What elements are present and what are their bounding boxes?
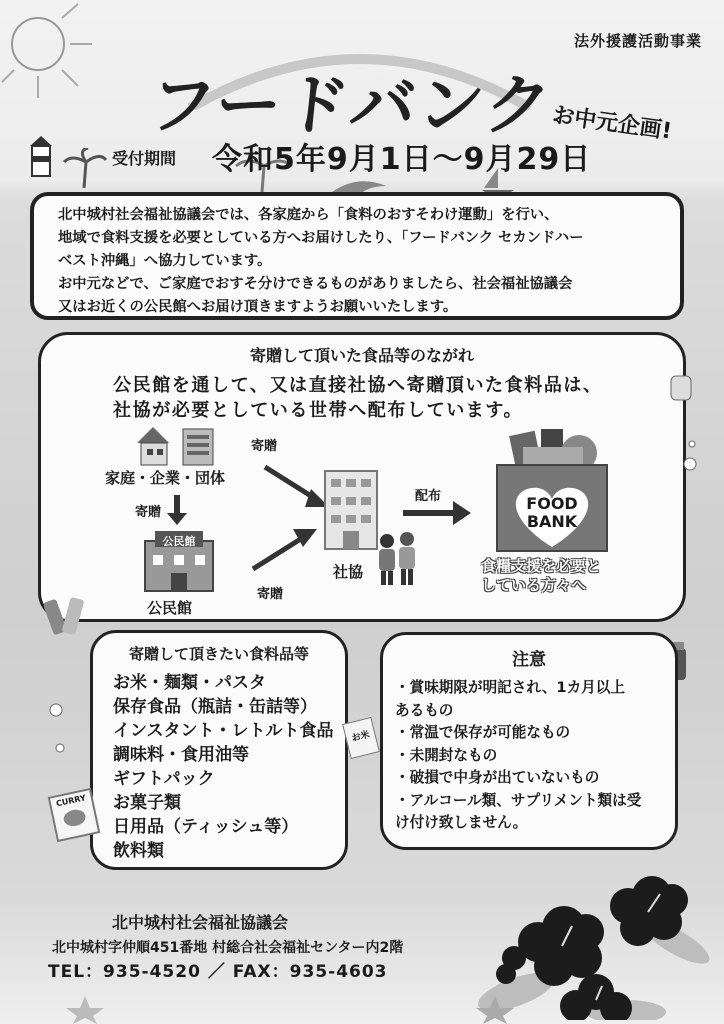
notes-panel (380, 632, 678, 850)
period-label: 受付期間 (112, 149, 177, 168)
recipient-line: している方々へ (481, 576, 587, 594)
list-item: お米・麺類・パスタ (113, 673, 266, 693)
intro-box (30, 192, 684, 320)
people-icon (375, 531, 419, 587)
list-item: 日用品（ティッシュ等） (113, 817, 299, 837)
page-subtitle: お中元企画! (550, 102, 674, 145)
box-line: BANK (526, 512, 578, 531)
decor-dots-icon (46, 700, 76, 760)
flow-desc-line: 社協が必要としている世帯へ配布しています。 (113, 400, 524, 421)
notes-list (395, 677, 641, 835)
notes-title: 注意 (512, 650, 546, 670)
list-item: 調味料・食用油等 (113, 745, 249, 765)
wanted-items-panel (90, 630, 348, 870)
donate-label-top: 寄贈 (251, 439, 278, 454)
note-line: ・未開封なもの (395, 746, 498, 764)
list-item: 保存食品（瓶詰・缶詰等） (113, 697, 317, 717)
flow-desc-line: 公民館を通して、又は直接社協へ寄贈頂いた食料品は、 (113, 375, 603, 396)
note-line: ・アルコール類、サプリメント類は受 (395, 791, 642, 809)
list-item: ギフトパック (113, 769, 215, 789)
bottles-icon (44, 590, 90, 640)
flow-section (38, 332, 686, 622)
arrow-down-icon (167, 495, 187, 527)
shakyo-label: 社協 (333, 563, 364, 581)
palm-tree-icon (62, 148, 108, 188)
food-bank-box-icon (493, 427, 611, 553)
curry-box-icon (48, 788, 101, 842)
can-icon (668, 372, 694, 402)
food-bank-box-label (493, 495, 611, 531)
intro-line: 又はお近くの公民館へお届け頂きますようお願いいたします。 (58, 299, 458, 315)
starfish-icon (470, 994, 520, 1024)
kominkan-sign: 公民館 (162, 535, 196, 548)
donors-label: 家庭・企業・団体 (105, 469, 226, 487)
donate-label-left: 寄贈 (135, 505, 162, 520)
intro-line: 地域で食料支援を必要としている方へお届けしたり、「フードバンク セカンドハー (58, 230, 584, 246)
period-value: 令和5年9月1日～9月29日 (212, 142, 592, 177)
list-item: インスタント・レトルト食品 (113, 721, 334, 741)
note-line: け付け致しません。 (395, 814, 528, 831)
donate-label-bottom: 寄贈 (257, 587, 284, 602)
starfish-icon (60, 994, 110, 1024)
program-label: 法外援護活動事業 (573, 32, 702, 50)
kominkan-label: 公民館 (147, 599, 193, 617)
arrow-right-icon (403, 501, 473, 525)
curry-label: CURRY (55, 793, 87, 809)
lighthouse-icon (24, 134, 60, 178)
list-item: お菓子類 (113, 793, 181, 813)
note-line: ・常温で保存が可能なもの (395, 724, 571, 741)
footer-address: 北中城村字仲順451番地 村総合社会福祉センター内2階 (52, 940, 404, 956)
page-title: フードバンク (145, 67, 557, 144)
intro-line: 北中城村社会福祉協議会では、各家庭から「食料のおすそわけ運動」を行い、 (58, 207, 559, 223)
note-line: ・賞味期限が明記され、1カ月以上 (395, 679, 625, 696)
box-line: FOOD (526, 494, 578, 513)
wanted-list (113, 671, 334, 863)
list-item: 飲料類 (113, 841, 164, 861)
intro-line: お中元などで、ご家庭でおすそ分けできるものがありましたら、社会福祉協議会 (58, 276, 573, 292)
footer-contact: TEL：935-4520 ／ FAX：935-4603 (48, 962, 388, 982)
flow-description (113, 373, 603, 423)
recipient-line: 食糧支援を必要と (481, 557, 602, 575)
note-line: あるもの (395, 701, 454, 719)
recipients-label (481, 557, 601, 595)
intro-line: ベスト沖縄」へ協力しています。 (58, 253, 272, 269)
footer-org: 北中城村社会福祉協議会 (112, 913, 289, 932)
gift-tag-label: お米 (350, 730, 371, 745)
distribute-label: 配布 (415, 489, 442, 504)
wanted-title: 寄贈して頂きたい食料品等 (128, 645, 309, 663)
flow-title: 寄贈して頂いた食品等のながれ (249, 346, 474, 365)
house-and-office-icon (133, 423, 223, 467)
shakyo-building-icon (321, 467, 381, 551)
arrow-right-up-icon (249, 525, 321, 575)
note-line: ・破損で中身が出ていないもの (395, 769, 600, 786)
decor-dots-icon (680, 436, 710, 476)
sun-icon (0, 0, 110, 110)
